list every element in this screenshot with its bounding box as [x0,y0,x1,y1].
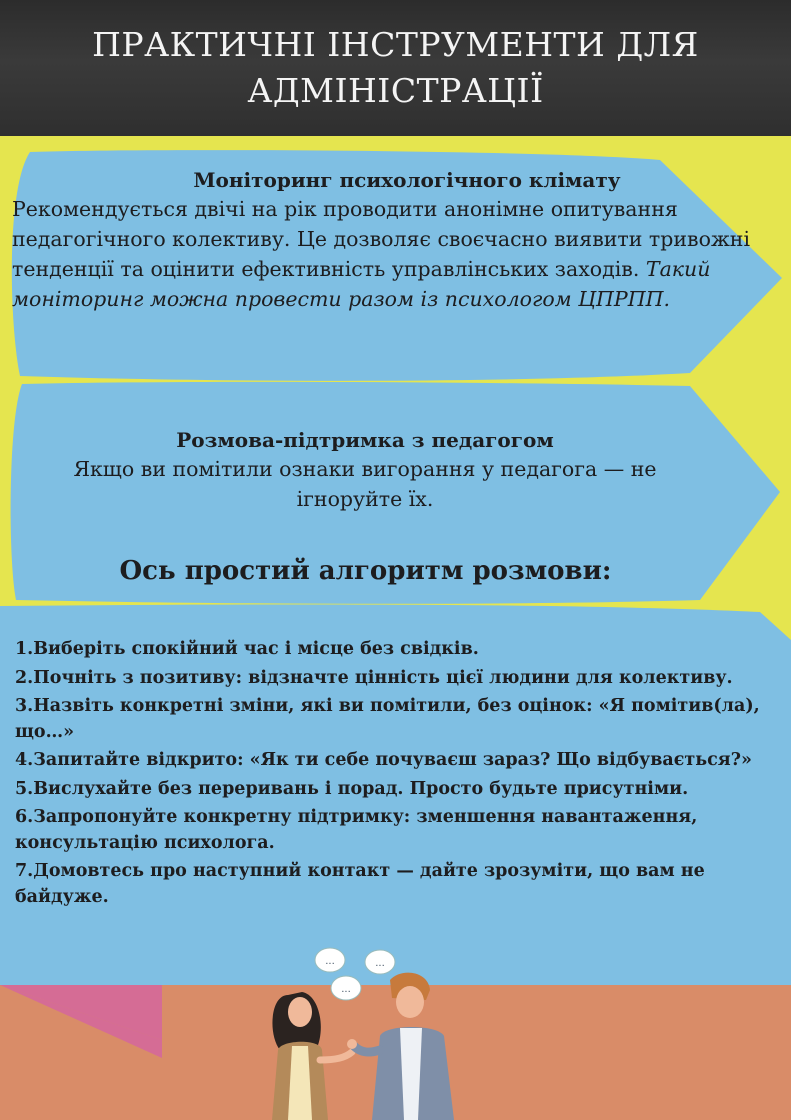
man-figure-icon [347,973,454,1120]
page-title [92,22,699,114]
speech-bubble-icon [365,950,395,974]
algorithm-title: Ось простий алгоритм розмови: [119,556,612,586]
title-line-2: АДМІНІСТРАЦІЇ [247,71,544,110]
monitoring-card [12,166,782,314]
woman-figure-icon [272,992,352,1120]
header-banner [0,0,791,136]
list-item: 2.Почніть з позитиву: відзначте цінність цієї людини для колективу. [15,667,733,688]
list-item: 4.Запитайте відкрито: «Як ти себе почуваєш зараз? Що відбувається?» [15,750,752,770]
conversation-illustration [250,940,490,1120]
list-item: 3.Назвіть конкретні зміни, які ви помітили, без оцінок: «Я помітив(ла), що…» [15,696,760,742]
support-title: Розмова-підтримка з педагогом [176,428,554,452]
monitoring-title: Моніторинг психологічного клімату [193,168,621,192]
algorithm-steps [15,637,775,913]
title-line-1: ПРАКТИЧНІ ІНСТРУМЕНТИ ДЛЯ [92,25,699,64]
list-item: 1.Виберіть спокійний час і місце без свідків. [15,639,479,659]
support-body: Якщо ви помітили ознаки вигорання у педагога — не ігноруйте їх. [73,457,657,511]
list-item: 7.Домовтесь про наступний контакт — дайте зрозуміти, що вам не байдуже. [15,861,705,907]
monitoring-body: Рекомендується двічі на рік проводити анонімне опитування педагогічного колективу. Це дозволяє своєчасно виявити тривожні тенденції та оцінити ефективність управлінських заходів. Такий моніторинг можна провести разом із психологом ЦПРПП. [12,197,751,311]
svg-text:...: ... [325,956,335,967]
svg-text:...: ... [341,984,351,995]
svg-text:...: ... [375,958,385,969]
speech-bubble-icon [331,976,361,1000]
monitoring-note: Такий моніторинг можна провести разом із психологом ЦПРПП. [12,257,711,311]
list-item: 5.Вислухайте без переривань і порад. Просто будьте присутніми. [15,778,689,799]
list-item: 6.Запропонуйте конкретну підтримку: зменшення навантаження, консультацію психолога. [15,807,698,853]
support-card [20,426,710,514]
speech-bubble-icon [315,948,345,972]
